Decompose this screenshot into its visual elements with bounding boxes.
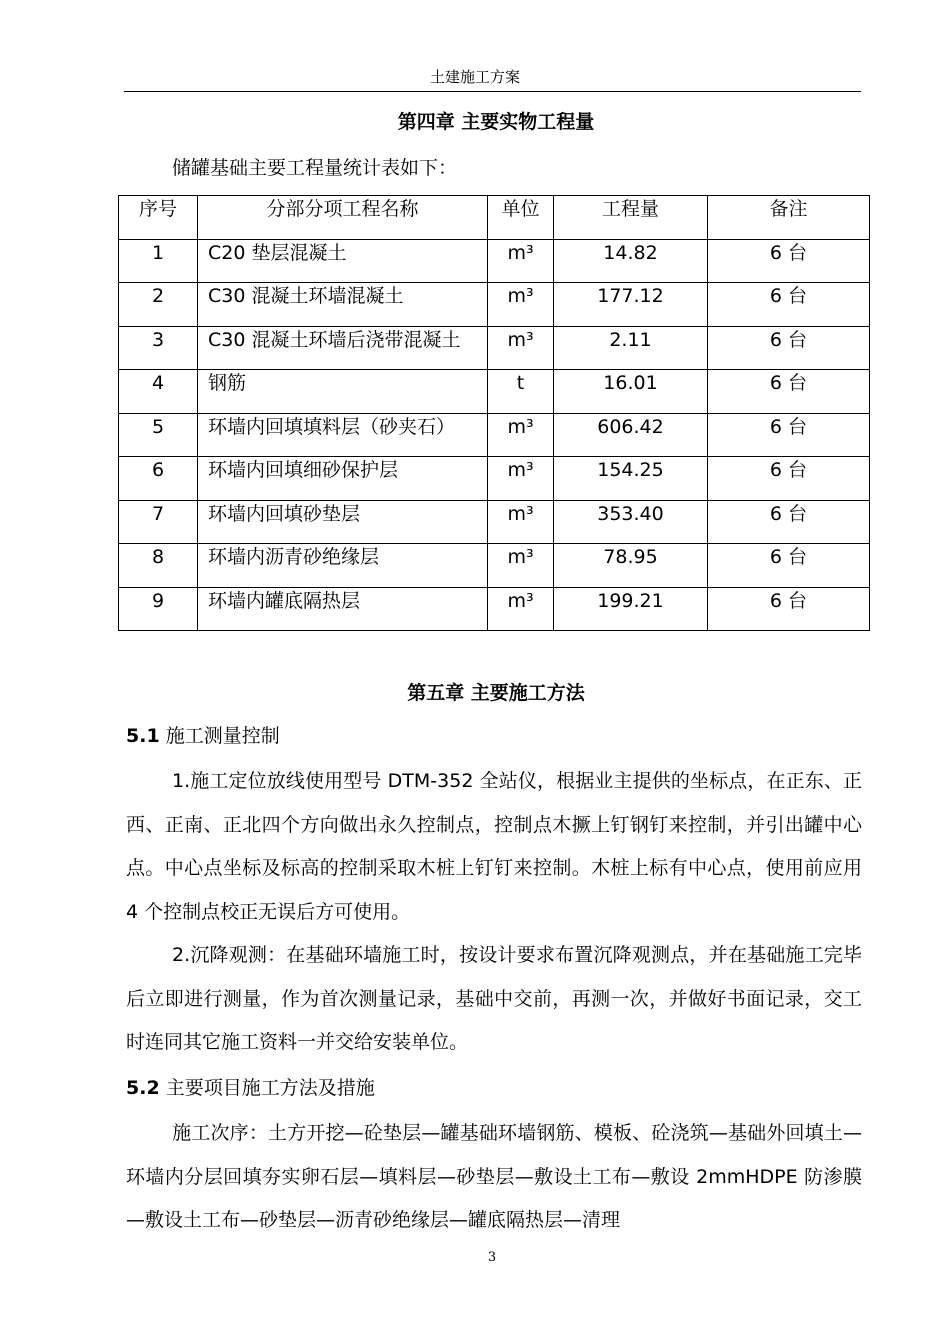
cell-unit: m³ [488,457,554,501]
cell-item-name: 环墙内回填细砂保护层 [198,457,488,501]
header-rule [124,91,861,92]
cell-unit: t [488,370,554,414]
chapter-4-title: 第四章 主要实物工程量 [397,111,595,133]
cell-index: 9 [119,587,198,631]
paragraph-settlement-observation [126,934,862,1065]
cell-quantity: 14.82 [554,239,708,283]
cell-index: 3 [119,326,198,370]
cell-index: 2 [119,283,198,327]
cell-unit: m³ [488,500,554,544]
table-row [119,544,870,588]
section-title: 主要项目施工方法及措施 [165,1077,375,1099]
cell-quantity: 2.11 [554,326,708,370]
paragraph-text: 2.沉降观测：在基础环墙施工时，按设计要求布置沉降观测点，并在基础施工完毕后立即进行测量，作为首次测量记录，基础中交前，再测一次，并做好书面记录，交工时连同其它施工资料一并交给安装单位。 [126,944,862,1053]
col-header-unit: 单位 [488,196,554,240]
table-row [119,500,870,544]
section-5-1-heading [126,721,280,748]
cell-quantity: 16.01 [554,370,708,414]
cell-remark: 6 台 [708,544,870,588]
cell-remark: 6 台 [708,500,870,544]
cell-unit: m³ [488,283,554,327]
cell-unit: m³ [488,413,554,457]
cell-item-name: 环墙内回填砂垫层 [198,500,488,544]
cell-quantity: 199.21 [554,587,708,631]
cell-quantity: 606.42 [554,413,708,457]
section-number: 5.1 [126,725,160,747]
chapter-5-title: 第五章 主要施工方法 [407,682,585,704]
col-header-index: 序号 [119,196,198,240]
table-row [119,370,870,414]
cell-remark: 6 台 [708,239,870,283]
cell-item-name: 环墙内回填填料层（砂夹石） [198,413,488,457]
cell-item-name: 钢筋 [198,370,488,414]
cell-item-name: 环墙内沥青砂绝缘层 [198,544,488,588]
cell-remark: 6 台 [708,587,870,631]
cell-remark: 6 台 [708,326,870,370]
cell-index: 4 [119,370,198,414]
cell-quantity: 154.25 [554,457,708,501]
table-intro: 储罐基础主要工程量统计表如下： [172,157,458,179]
section-title: 施工测量控制 [165,725,280,747]
cell-item-name: C30 混凝土环墙混凝土 [198,283,488,327]
cell-unit: m³ [488,239,554,283]
col-header-quantity: 工程量 [554,196,708,240]
paragraph-survey-positioning [126,760,862,934]
table-row [119,413,870,457]
cell-index: 6 [119,457,198,501]
page-number: 3 [487,1250,497,1265]
cell-quantity: 78.95 [554,544,708,588]
cell-remark: 6 台 [708,370,870,414]
table-row [119,239,870,283]
cell-index: 7 [119,500,198,544]
cell-quantity: 353.40 [554,500,708,544]
cell-item-name: C30 混凝土环墙后浇带混凝土 [198,326,488,370]
cell-item-name: 环墙内罐底隔热层 [198,587,488,631]
table-row [119,587,870,631]
cell-unit: m³ [488,326,554,370]
col-header-remark: 备注 [708,196,870,240]
cell-remark: 6 台 [708,457,870,501]
paragraph-text: 施工次序：土方开挖—砼垫层—罐基础环墙钢筋、模板、砼浇筑—基础外回填土—环墙内分层回填夯实卵石层—填料层—砂垫层—敷设土工布—敷设 2mmHDPE 防渗膜—敷设土工布—砂垫层—沥青砂绝缘层—罐底隔热层—清理 [126,1122,862,1231]
cell-item-name: C20 垫层混凝土 [198,239,488,283]
cell-quantity: 177.12 [554,283,708,327]
header-title: 土建施工方案 [429,68,520,86]
paragraph-text: 1.施工定位放线使用型号 DTM-352 全站仪，根据业主提供的坐标点，在正东、正西、正南、正北四个方向做出永久控制点，控制点木撅上钉钢钉来控制，并引出罐中心点。中心点坐标及标高的控制采取木桩上钉钉来控制。木桩上标有中心点，使用前应用 4 个控制点校正无误后方可使用。 [126,770,862,923]
cell-remark: 6 台 [708,413,870,457]
table-row [119,283,870,327]
section-number: 5.2 [126,1077,160,1099]
table-header-row [119,196,870,240]
section-5-2-heading [126,1073,375,1100]
paragraph-construction-sequence [126,1112,862,1243]
table-row [119,326,870,370]
table-row [119,457,870,501]
col-header-item-name: 分部分项工程名称 [198,196,488,240]
cell-index: 8 [119,544,198,588]
cell-unit: m³ [488,587,554,631]
cell-index: 5 [119,413,198,457]
cell-unit: m³ [488,544,554,588]
quantity-table [118,195,870,631]
cell-remark: 6 台 [708,283,870,327]
cell-index: 1 [119,239,198,283]
